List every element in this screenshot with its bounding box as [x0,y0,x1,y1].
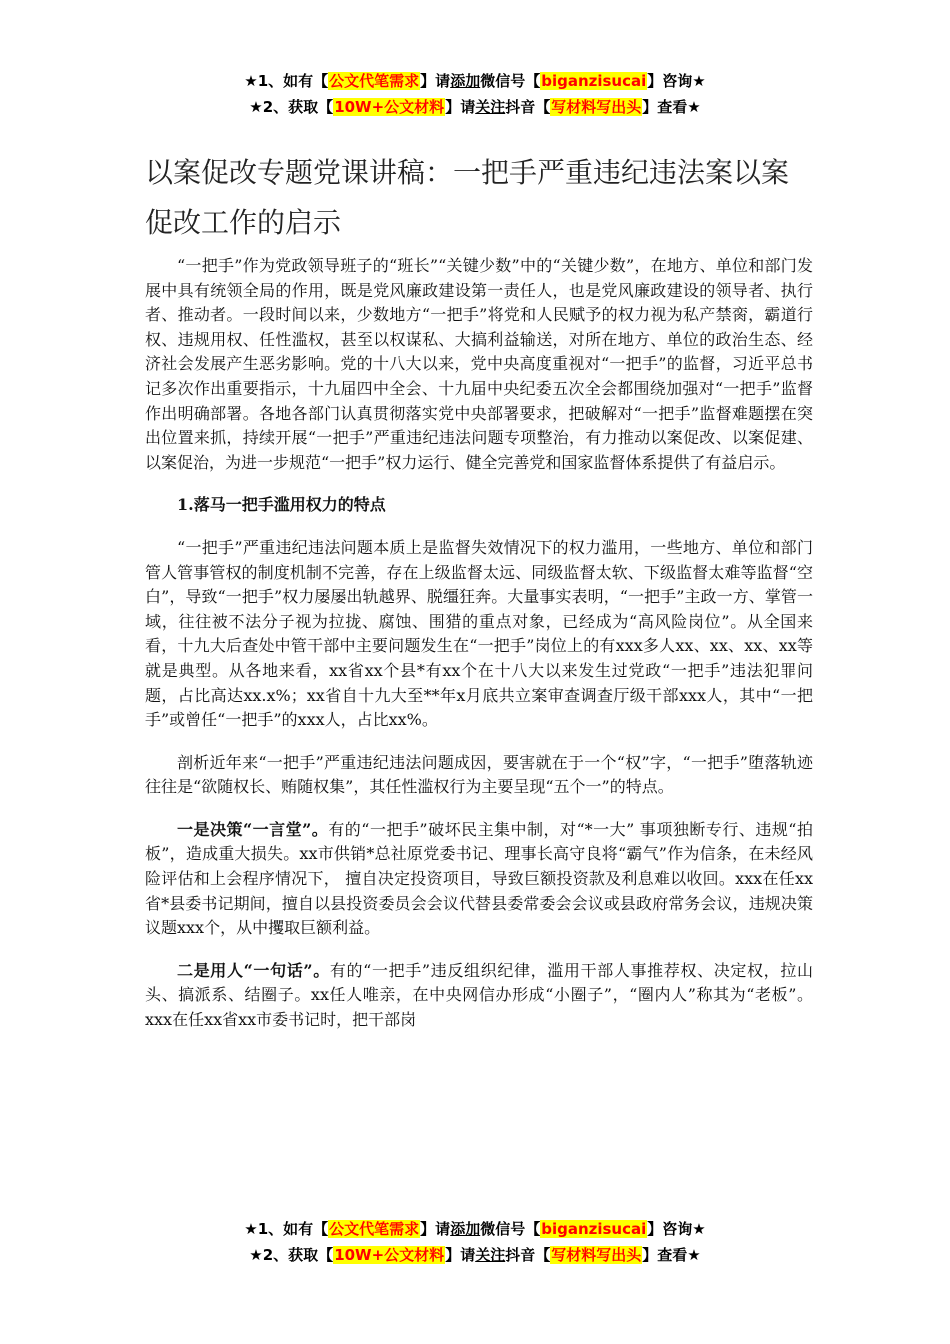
paragraph [145,818,813,941]
highlight-douyin-id: 写材料写出头 [551,1246,642,1264]
banner-underline-text: 添加 [450,1220,481,1238]
banner-text: 】咨询★ [647,1220,706,1238]
banner-text: 】查看★ [642,1246,701,1264]
paragraph: 剖析近年来“一把手”严重违纪违法问题成因，要害就在于一个“权”字，“一把手”堕落轨迹往往是“欲随权长、贿随权集”，其任性滥权行为主要呈现“五个一”的特点。 [145,752,813,797]
banner-text: 1、如有【 [257,1220,329,1238]
paragraph-lead: 二是用人“一句话”。 [177,960,330,980]
highlight-wechat-id: biganzisucai [541,72,647,90]
header-banner [0,68,950,120]
paragraph: “一把手”严重违纪违法问题本质上是监督失效情况下的权力滥用，一些地方、单位和部门管人管事管权的制度机制不完善，存在上级监督太远、同级监督太软、下级监督太难等监督“空白”，导致“一把手”权力屡屡出轨越界、脱缰狂奔。大量事实表明，“一把手”主政一方、掌管一域，往往被不法分子视为拉拢、腐蚀、围猎的重点对象，已经成为“高风险岗位”。从全国来看，十九大后查处中管干部中主要问题发生在“一把手”岗位上的有xxx多人xx、xx、xx、xx等就是典型。从各地来看，xx省xx个县*有xx个在十八大以来发生过党政“一把手”违法犯罪问题，占比高达xx.x%；xx省自十九大至**年x月底共立案审查调查厅级干部xxx人，其中“一把手”或曾任“一把手”的xxx人，占比xx%。 [145,537,813,730]
paragraph-lead: 一是决策“一言堂”。 [177,819,329,839]
banner-underline-text: 添加 [450,72,481,90]
star-icon: ★ [249,98,263,116]
banner-text: 抖音【 [505,1246,551,1264]
footer-banner [0,1216,950,1268]
banner-text: 】请 [420,1220,451,1238]
highlight-wechat-id: biganzisucai [541,1220,647,1238]
banner-line-2 [0,94,950,120]
star-icon: ★ [249,1246,263,1264]
banner-text: 2、获取【 [262,1246,334,1264]
banner-text: 】查看★ [642,98,701,116]
highlight-materials: 10W+公文材料 [334,1246,445,1264]
star-icon: ★ [244,72,258,90]
highlight-materials: 10W+公文材料 [334,98,445,116]
banner-text: 】请 [420,72,451,90]
banner-text: 2、获取【 [262,98,334,116]
banner-text: 1、如有【 [257,72,329,90]
paragraph-text: 有的“一把手”破坏民主集中制，对“*一大” 事项独断专行、违规“拍板”，造成重大损失。xx市供销*总社原党委书记、理事长高守良将“霸气”作为信条，在未经风险评估和上会程序情况下， 擅自决定投资项目，导致巨额投资款及利息难以收回。xxx在任xx省*县委书记期间，擅自以县投资委员会会议代替县委常委会会议或县政府常务会议，违规决策议题xxx个，从中攫取巨额利益。 [145,819,813,938]
paragraph-text: 有的“一把手”违反组织纪律，滥用干部人事推荐权、决定权，拉山头、搞派系、结圈子。xx任人唯亲，在中央网信办形成“小圈子”，“圈内人”称其为“老板”。xxx在任xx省xx市委书记时，把干部岗 [145,960,813,1030]
banner-text: 微信号【 [480,72,541,90]
banner-text: 】咨询★ [647,72,706,90]
section-heading: 1.落马一把手滥用权力的特点 [177,495,386,515]
banner-text: 】请 [445,1246,476,1264]
document-body [145,254,813,1051]
banner-text: 微信号【 [480,1220,541,1238]
star-icon: ★ [244,1220,258,1238]
paragraph [145,959,813,1033]
paragraph: “一把手”作为党政领导班子的“班长”“关键少数”中的“关键少数”，在地方、单位和部门发展中具有统领全局的作用，既是党风廉政建设第一责任人，也是党风廉政建设的领导者、执行者、推动者。一段时间以来，少数地方“一把手”将党和人民赋予的权力视为私产禁脔，霸道行权、违规用权、任性滥权，甚至以权谋私、大搞利益输送，对所在地方、单位的政治生态、经济社会发展产生恶劣影响。党的十八大以来，党中央高度重视对“一把手”的监督，习近平总书记多次作出重要指示，十九届四中全会、十九届中央纪委五次全会都围绕加强对“一把手”监督作出明确部署。各地各部门认真贯彻落实党中央部署要求，把破解对“一把手”监督难题摆在突出位置来抓，持续开展“一把手”严重违纪违法问题专项整治，有力推动以案促改、以案促建、以案促治，为进一步规范“一把手”权力运行、健全完善党和国家监督体系提供了有益启示。 [145,256,813,472]
banner-line-1 [0,1216,950,1242]
highlight-service: 公文代笔需求 [329,1220,420,1238]
banner-line-1 [0,68,950,94]
banner-underline-text: 关注 [475,98,506,116]
banner-line-2 [0,1242,950,1268]
highlight-douyin-id: 写材料写出头 [551,98,642,116]
highlight-service: 公文代笔需求 [329,72,420,90]
page-title: 以案促改专题党课讲稿：一把手严重违纪违法案以案促改工作的启示 [145,156,790,239]
banner-underline-text: 关注 [475,1246,506,1264]
banner-text: 】请 [445,98,476,116]
banner-text: 抖音【 [505,98,551,116]
